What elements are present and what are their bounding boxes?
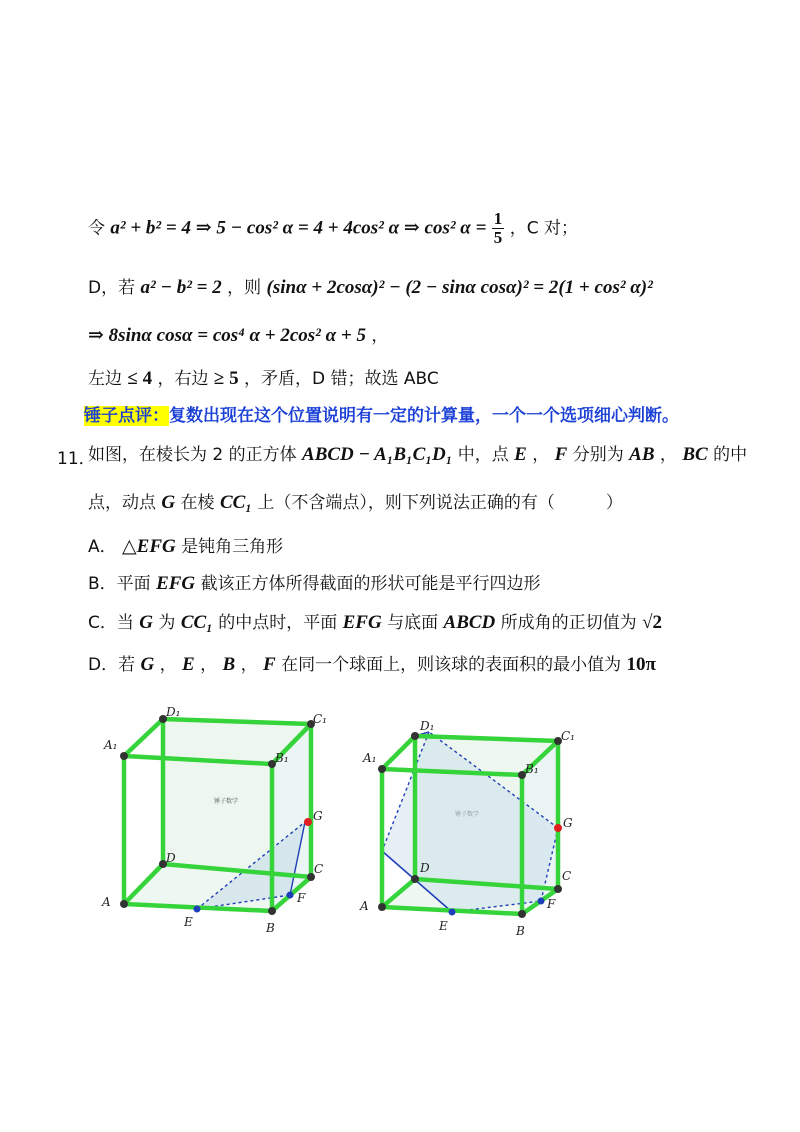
formula: ABCD − A₁B₁C₁D₁ (302, 444, 453, 465)
cube-figure-left (95, 700, 335, 940)
formula: a² + b² = 4 ⇒ 5 − cos² α = 4 + 4cos² α ⇒ cos² α = (110, 217, 487, 239)
option-text: 的中点时，平面 (218, 613, 338, 633)
svg-text:C: C (562, 869, 572, 883)
stem-text: 在棱 (180, 493, 215, 513)
option-text: 所成角的正切值为 (500, 613, 637, 633)
solution-text: ， (371, 326, 389, 346)
svg-text:E: E (184, 915, 193, 929)
option-text: ， (240, 655, 258, 675)
formula: ⇒ 8sinα cosα = cos⁴ α + 2cos² α + 5 (88, 325, 366, 346)
formula: CC₁ (219, 492, 252, 513)
fraction-denominator: 5 (493, 228, 503, 247)
svg-text:F: F (547, 897, 556, 911)
formula: G (140, 654, 155, 675)
formula: G (139, 612, 154, 633)
stem-text: 分别为 (572, 445, 624, 465)
formula: B (222, 654, 236, 675)
svg-text:G: G (313, 809, 323, 823)
svg-text:A: A (102, 895, 111, 909)
svg-text:A: A (360, 899, 369, 913)
stem-text: 如图，在棱长为 2 的正方体 (88, 445, 297, 465)
solution-text: ，C 对； (509, 218, 578, 239)
option-text: B．平面 (88, 574, 151, 594)
svg-text:D: D (166, 851, 176, 865)
formula: ≥ 5 (213, 368, 239, 389)
option-text: ， (159, 655, 177, 675)
option-text: 是钝角三角形 (181, 537, 284, 557)
stem-text: 中，点 (457, 445, 509, 465)
formula: EFG (156, 573, 196, 594)
formula: (sinα + 2cosα)² − (2 − sinα cosα)² = 2(1 + cos² α)² (266, 277, 653, 298)
option-c (88, 611, 662, 635)
solution-line-d (88, 276, 653, 300)
watermark: 锤子数学 (455, 811, 480, 818)
option-d (88, 653, 656, 677)
svg-text:A₁: A₁ (363, 751, 377, 765)
svg-text:C₁: C₁ (313, 712, 327, 726)
solution-line-d2 (88, 324, 388, 348)
question-number: 11． (57, 449, 96, 469)
question-stem-line-1 (88, 443, 747, 467)
formula: CC₁ (180, 612, 213, 633)
watermark: 锤子数学 (214, 798, 239, 805)
formula: E (182, 654, 195, 675)
svg-text:D₁: D₁ (420, 719, 435, 733)
formula: √2 (642, 612, 663, 633)
option-text: C．当 (88, 613, 134, 633)
formula: G (161, 492, 176, 513)
formula: AB (629, 444, 655, 465)
solution-text: D，若 (88, 278, 136, 298)
formula: ≤ 4 (127, 368, 153, 389)
svg-text:C₁: C₁ (561, 729, 575, 743)
solution-text: 令 (88, 218, 105, 239)
svg-text:F: F (297, 891, 306, 905)
fraction-numerator: 1 (493, 209, 503, 228)
stem-text: 点，动点 (88, 493, 156, 513)
svg-text:G: G (563, 816, 573, 830)
option-b (88, 572, 541, 596)
solution-line-c (88, 210, 578, 247)
formula: 10π (626, 654, 656, 675)
comment (84, 401, 679, 426)
point-f (287, 892, 294, 899)
svg-text:C: C (314, 862, 324, 876)
svg-text:B: B (516, 924, 525, 938)
point-e (449, 909, 456, 916)
option-text: D．若 (88, 655, 136, 675)
stem-text: ， (659, 445, 677, 465)
svg-text:B₁: B₁ (275, 751, 289, 765)
formula: ABCD (443, 612, 496, 633)
stem-text: ， (532, 445, 550, 465)
option-text: ， (200, 655, 218, 675)
svg-text:D: D (420, 861, 430, 875)
solution-line-d3 (88, 367, 439, 391)
comment-text: 复数出现在这个位置说明有一定的计算量，一个一个选项细心判断。 (169, 406, 679, 426)
point-e (194, 906, 201, 913)
svg-text:E: E (439, 919, 448, 933)
solution-text: ，矛盾，D 错；故选 ABC (244, 369, 439, 389)
formula: F (554, 444, 568, 465)
formula: EFG (342, 612, 382, 633)
stem-text: 的中 (713, 445, 748, 465)
point-f (538, 898, 545, 905)
formula: △EFG (122, 536, 176, 557)
comment-label: 锤子点评： (84, 406, 169, 426)
option-a (88, 535, 283, 559)
formula: a² − b² = 2 (140, 277, 222, 298)
formula: BC (682, 444, 708, 465)
solution-text: 左边 (88, 369, 122, 389)
option-text: 在同一个球面上，则该球的表面积的最小值为 (281, 655, 622, 675)
option-text: 与底面 (387, 613, 439, 633)
svg-text:A₁: A₁ (104, 738, 118, 752)
option-label: A． (88, 537, 117, 557)
svg-text:D₁: D₁ (166, 705, 181, 719)
fraction (492, 210, 505, 247)
cube-figure-right (355, 705, 585, 940)
solution-text: ，右边 (157, 369, 209, 389)
stem-text: 上（不含端点），则下列说法正确的有（ ） (257, 493, 623, 513)
svg-text:B₁: B₁ (525, 762, 539, 776)
formula: F (263, 654, 276, 675)
formula: E (514, 444, 527, 465)
question-stem-line-2 (88, 491, 623, 515)
option-text: 为 (158, 613, 176, 633)
point-g (304, 818, 312, 826)
solution-text: ，则 (227, 278, 262, 298)
option-text: 截该正方体所得截面的形状可能是平行四边形 (200, 574, 541, 594)
point-g (554, 824, 562, 832)
svg-text:B: B (266, 921, 275, 935)
